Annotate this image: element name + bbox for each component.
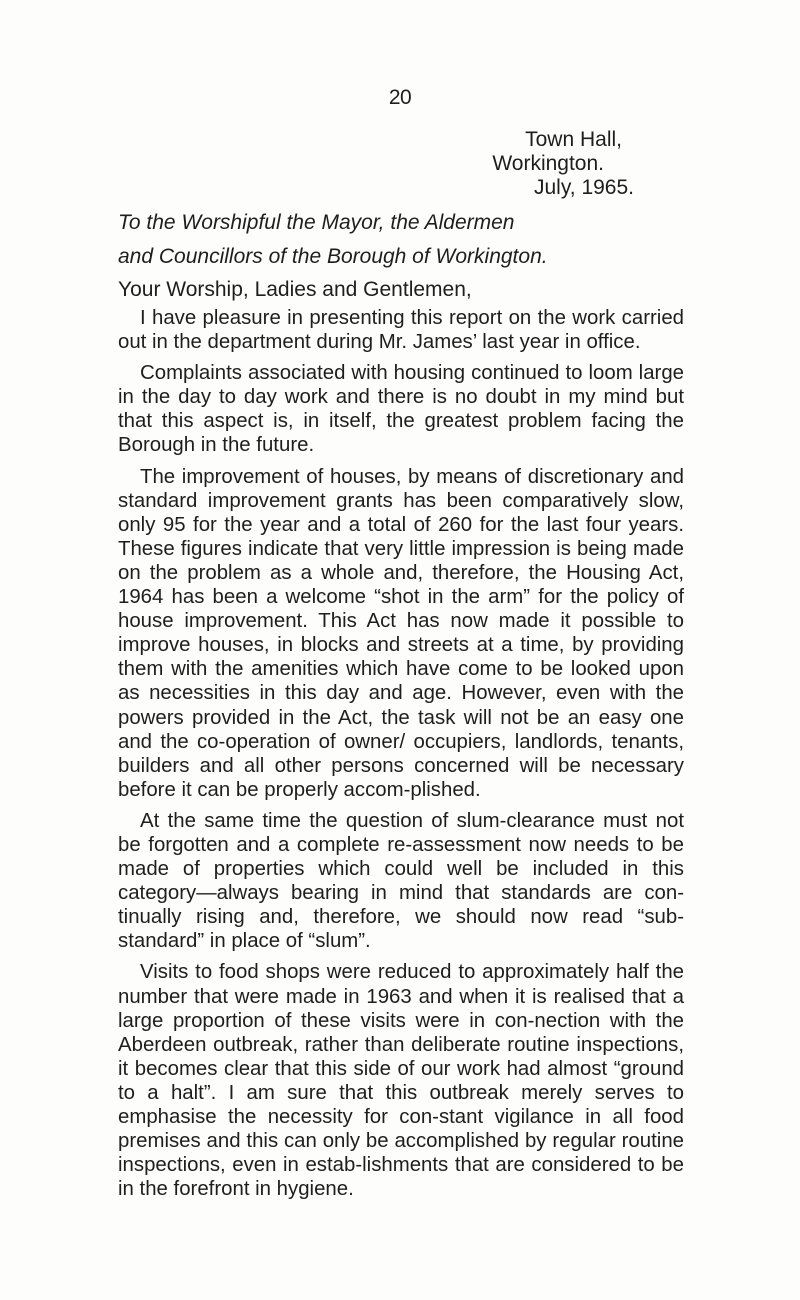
paragraph: Visits to food shops were reduced to approximately half the number that were made in 1963 and when it is realised that a large proportion of these visits were in con-nection with the Aberdeen outbreak, rather than deliberate routine inspections, it becomes clear that this side of our work had almost “ground to a halt”. I am sure that this outbreak merely serves to emphasise the necessity for con-stant vigilance in all food premises and this can only be accomplished by regular routine inspections, even in estab-lishments that are considered to be in the forefront in hygiene.	[118, 961, 684, 1201]
paragraph: The improvement of houses, by means of discretionary and standard improvement grants has been comparatively slow, only 95 for the year and a total of 260 for the last four years. These figures indicate that very little impression is being made on the problem as a whole and, therefore, the Housing Act, 1964 has been a welcome “shot in the arm” for the policy of house improvement. This Act has now made it possible to improve houses, in blocks and streets at a time, by providing them with the amenities which have come to be looked upon as necessities in this day and age. However, even with the powers provided in the Act, the task will not be an easy one and the co-operation of owner/ occupiers, landlords, tenants, builders and all other persons concerned will be necessary before it can be properly accom-plished.	[118, 465, 684, 801]
greeting: Your Worship, Ladies and Gentlemen,	[118, 278, 472, 301]
paragraph: I have pleasure in presenting this report on the work carried out in the department during Mr. James’ last year in office.	[118, 307, 684, 354]
paragraph: At the same time the question of slum-clearance must not be forgotten and a complete re-assessment now needs to be made of properties which could well be included in this category—always bearing in mind that standards are con-tinually rising and, therefore, we should now read “sub-standard” in place of “slum”.	[118, 809, 684, 953]
sender-address	[492, 128, 634, 200]
page-number: 20	[388, 86, 412, 109]
paragraph: Complaints associated with housing continued to loom large in the day to day work and there is no doubt in my mind but that this aspect is, in itself, the greatest problem facing the Borough in the future.	[118, 362, 684, 457]
address-date: July, 1965.	[533, 176, 634, 199]
address-line-1: Town Hall,	[525, 128, 622, 151]
addressee-line-1: To the Worshipful the Mayor, the Aldermen	[118, 211, 515, 234]
addressee-line-2: and Councillors of the Borough of Workington.	[118, 245, 548, 268]
report-body	[118, 306, 684, 1208]
address-line-2: Workington.	[492, 152, 604, 175]
addressee	[118, 206, 548, 274]
